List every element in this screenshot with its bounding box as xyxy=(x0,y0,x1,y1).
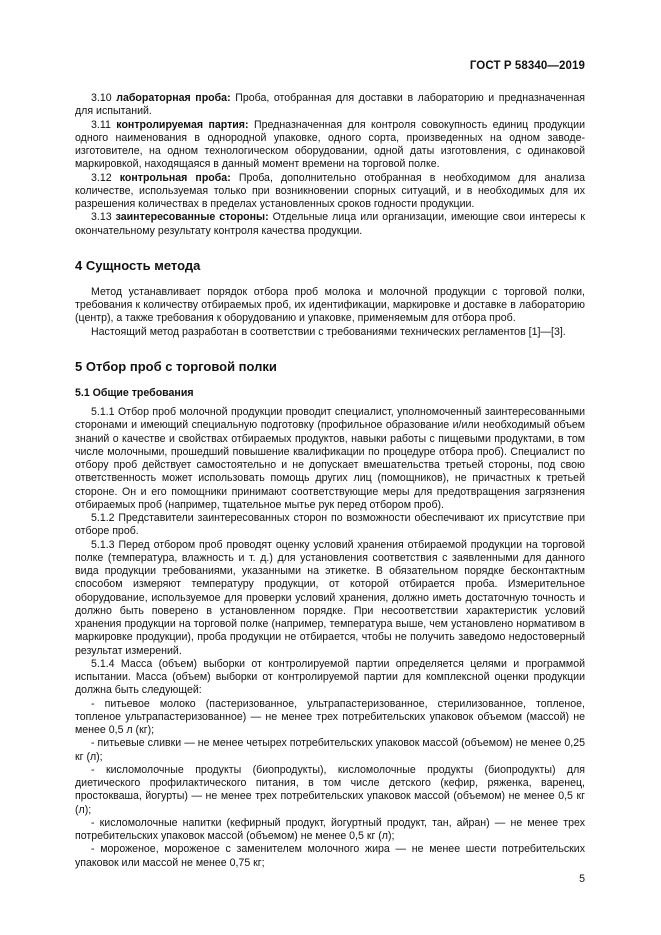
standard-code: ГОСТ Р 58340—2019 xyxy=(469,60,585,72)
list-item: - кисломолочные продукты (биопродукты), кисломолочные продукты (биопродукты) для диетического профилактического питания, в том числе детского (кефир, ряженка, варенец, простокваша, йогурты) — не менее трех потребительских упаковок массой (объемом) не менее 0,5 кг (л); xyxy=(75,763,585,816)
term-definition: Проба, отобранная для доставки в лабораторию и предназначенная для испытаний. xyxy=(75,92,585,118)
list-item: - питьевое молоко (пастеризованное, ультрапастеризованное, стерилизованное, топленое, топленое ультрапастеризованное) — не менее трех потребительских упаковок объемом (массой) не менее 0,5 л (кг); xyxy=(75,697,585,736)
term-definition: Проба, дополнительно отобранная в необходимом для анализа количестве, используемая только при возникновении спорных ситуаций, и в необходимых для их разрешения количествах в пределах установленных сроков годности продукции. xyxy=(75,171,585,210)
subsection-5-1-title: 5.1 Общие требования xyxy=(75,386,194,399)
term-name: контрольная проба: xyxy=(119,171,231,184)
term-name: заинтересованные стороны: xyxy=(115,211,269,224)
page-number: 5 xyxy=(579,873,585,885)
clause-5-1-4: 5.1.4 Масса (объем) выборки от контролируемой партии определяется целями и программой испытании. Масса (объем) выборки от контролируемой партии для комплексной оценки продукции должна быть следующей: xyxy=(75,657,585,697)
term-3-13 xyxy=(75,211,585,238)
term-3-11 xyxy=(75,119,585,172)
list-item: - мороженое, мороженое с заменителем молочного жира — не менее шести потребительских упаковок или массой не менее 0,75 кг; xyxy=(75,843,585,869)
section-4-title: 4 Сущность метода xyxy=(75,257,201,273)
list-item: - кисломолочные напитки (кефирный продукт, йогуртный продукт, тан, айран) — не менее трех потребительских упаковок массой (объемом) не менее 0,5 кг (л); xyxy=(75,816,585,842)
document-page xyxy=(75,0,585,935)
term-definition: Отдельные лица или организации, имеющие свои интересы к окончательному результату контроля качества продукции. xyxy=(75,211,585,237)
page-content xyxy=(75,92,585,870)
section-4-paragraph: Метод устанавливает порядок отбора проб молока и молочной продукции с торговой полки, требования к количеству отбираемых проб, их идентификации, маркировке и доставке в лабораторию (центр), а также требования к оборудованию и упаковке, применяемым для отбора проб. xyxy=(75,285,585,325)
section-4-paragraph: Настоящий метод разработан в соответствии с требованиями технических регламентов [1]—[3]. xyxy=(91,325,566,338)
section-5-title: 5 Отбор проб с торговой полки xyxy=(75,358,277,374)
term-definition: Предназначенная для контроля совокупность единиц продукции одного наименования в однородной упаковке, одного сорта, произведенных на одном заводе-изготовителе, на одном технологическом оборудовании, одной даты изготовления, с одинаковой маркировкой, находящаяся в данный момент времени на торговой полке. xyxy=(75,118,585,171)
clause-5-1-1: 5.1.1 Отбор проб молочной продукции проводит специалист, уполномоченный заинтересованными сторонами и имеющий специальную подготовку (профильное образование и/или необходимый объем знаний о качестве и свойствах отбираемых продуктов, навыки работы с пищевыми продуктами, в том числе молочными, прошедший повышение квалификации по процедуре отбора проб). Специалист по отбору проб действует самостоятельно и не допускает вмешательства третьей стороны, под свою ответственность может использовать помощь других лиц (помощников), не причастных к третьей стороне. Он и его помощники принимают соответствующие меры для предотвращения загрязнения отбираемых проб (например, тщательное мытье рук перед отбором проб). xyxy=(75,406,585,511)
term-number: 3.11 xyxy=(91,118,111,131)
clause-5-1-2: 5.1.2 Представители заинтересованных сторон по возможности обеспечивают их присутствие при отборе проб. xyxy=(75,512,585,538)
list-item: - питьевые сливки — не менее четырех потребительских упаковок массой (объемом) не менее 0,25 кг (л); xyxy=(75,737,585,763)
term-number: 3.10 xyxy=(91,92,112,104)
term-number: 3.12 xyxy=(91,171,112,184)
term-number: 3.13 xyxy=(91,211,112,224)
clause-5-1-3: 5.1.3 Перед отбором проб проводят оценку условий хранения отбираемой продукции на торговой полке (температура, влажность и т. д.) для установления соответствия с заявленными для данного вида продукции требованиями, указанными на этикетке. В обязательном порядке бесконтактным способом измеряют температуру продукции, от которой отбирается проба. Измерительное оборудование, используемое для проверки условий хранения, должно иметь достаточную точность и должно быть поверено в установленном порядке. При несоответствии характеристик условий хранения продукции на торговой полке (например, температура выше, чем установлено нормативом в маркировке продукции), проба продукции не отбирается, чтобы не получить заведомо недостоверный результат измерений. xyxy=(75,538,585,657)
term-name: лабораторная проба: xyxy=(116,92,231,104)
term-3-10 xyxy=(75,92,585,119)
term-name: контролируемая партия: xyxy=(116,118,249,131)
term-3-12 xyxy=(75,172,585,212)
